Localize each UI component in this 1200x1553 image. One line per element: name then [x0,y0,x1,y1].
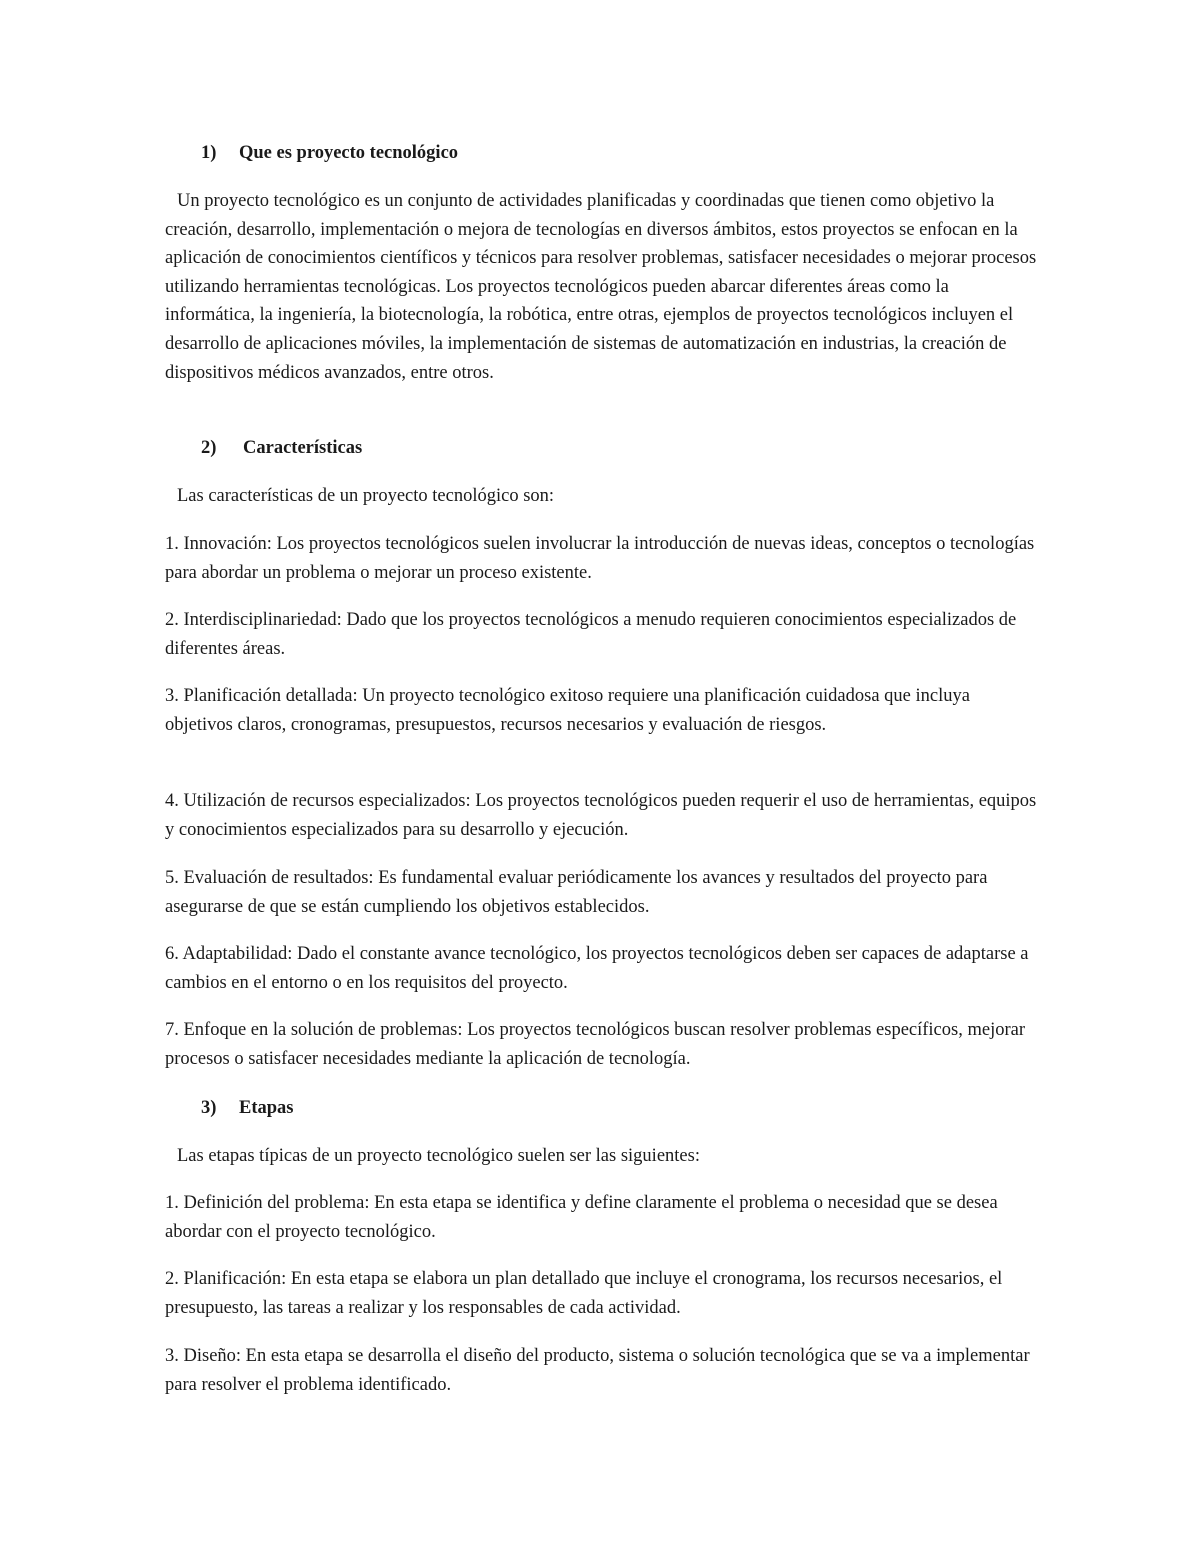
section-1-body: Un proyecto tecnológico es un conjunto de actividades planificadas y coordinadas que tienen como objetivo la creación, desarrollo, implementación o mejora de tecnologías en diversos ámbitos, estos proyectos se enfocan en la aplicación de conocimientos científicos y técnicos para resolver problemas, satisfacer necesidades o mejorar procesos utilizando herramientas tecnológicas. Los proyectos tecnológicos pueden abarcar diferentes áreas como la informática, la ingeniería, la biotecnología, la robótica, entre otras, ejemplos de proyectos tecnológicos incluyen el desarrollo de aplicaciones móviles, la implementación de sistemas de automatización en industrias, la creación de dispositivos médicos avanzados, entre otros. [165,191,1037,383]
list-item: 5. Evaluación de resultados: Es fundamental evaluar periódicamente los avances y resultados del proyecto para asegurarse de que se están cumpliendo los objetivos establecidos. [165,868,988,917]
list-item: 1. Innovación: Los proyectos tecnológicos suelen involucrar la introducción de nuevas ideas, conceptos o tecnologías para abordar un problema o mejorar un proceso existente. [165,534,1035,583]
section-2-intro: Las características de un proyecto tecnológico son: [177,486,555,506]
list-item: 3. Planificación detallada: Un proyecto tecnológico exitoso requiere una planificación cuidadosa que incluya objetivos claros, cronogramas, presupuestos, recursos necesarios y evaluación de riesgos. [165,686,970,735]
section-number: 1) [201,143,217,163]
section-title: Que es proyecto tecnológico [239,143,459,163]
list-item: 2. Planificación: En esta etapa se elabora un plan detallado que incluye el cronograma, los recursos necesarios, el presupuesto, las tareas a realizar y los responsables de cada actividad. [165,1269,1003,1318]
section-heading-3 [201,1094,294,1122]
section-title: Etapas [239,1098,294,1118]
section-3-intro: Las etapas típicas de un proyecto tecnológico suelen ser las siguientes: [177,1146,700,1166]
section-number: 2) [201,438,217,458]
list-item: 4. Utilización de recursos especializados: Los proyectos tecnológicos pueden requerir el uso de herramientas, equipos y conocimientos especializados para su desarrollo y ejecución. [165,791,1037,840]
list-item: 6. Adaptabilidad: Dado el constante avance tecnológico, los proyectos tecnológicos deben ser capaces de adaptarse a cambios en el entorno o en los requisitos del proyecto. [165,944,1029,993]
list-item: 7. Enfoque en la solución de problemas: Los proyectos tecnológicos buscan resolver problemas específicos, mejorar procesos o satisfacer necesidades mediante la aplicación de tecnología. [165,1020,1025,1069]
list-item: 1. Definición del problema: En esta etapa se identifica y define claramente el problema o necesidad que se desea abordar con el proyecto tecnológico. [165,1193,998,1242]
list-item: 2. Interdisciplinariedad: Dado que los proyectos tecnológicos a menudo requieren conocimientos especializados de diferentes áreas. [165,610,1017,659]
section-heading-2 [201,434,362,462]
section-heading-1 [201,139,458,167]
section-title: Características [243,438,363,458]
section-number: 3) [201,1098,217,1118]
list-item: 3. Diseño: En esta etapa se desarrolla el diseño del producto, sistema o solución tecnológica que se va a implementar para resolver el problema identificado. [165,1346,1030,1395]
